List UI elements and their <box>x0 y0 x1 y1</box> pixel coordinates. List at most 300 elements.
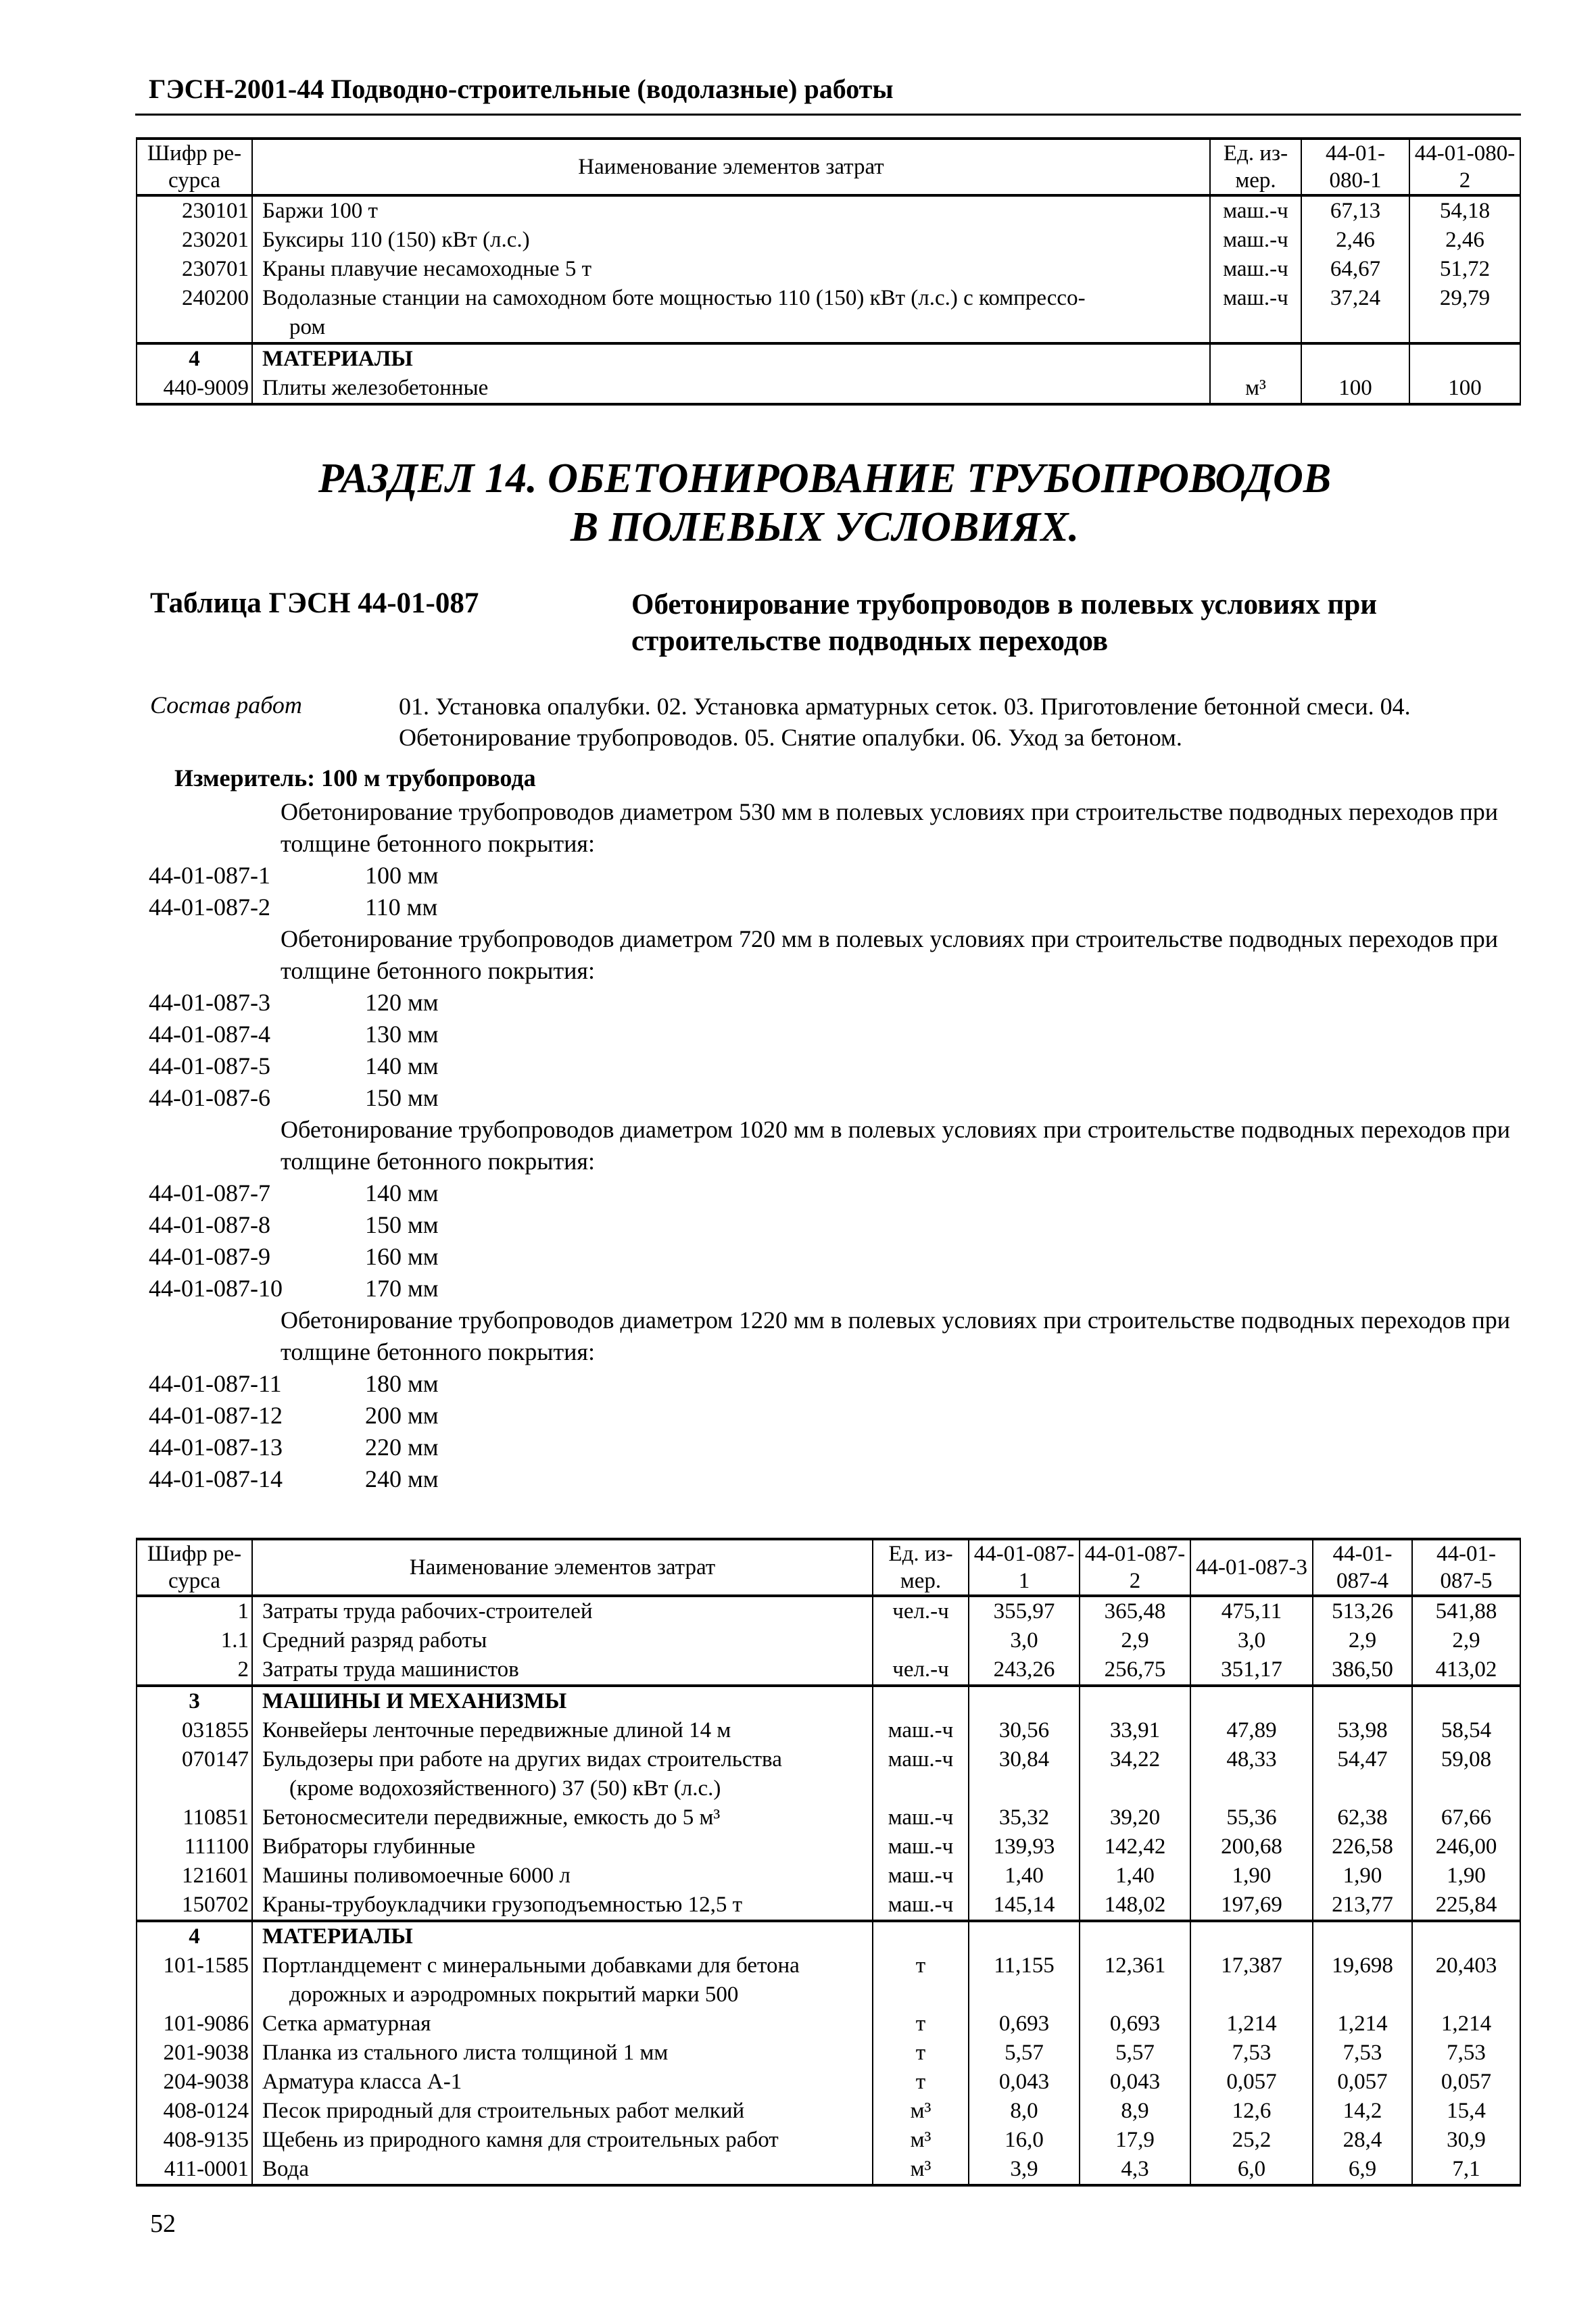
value: 7,53 <box>1412 2039 1520 2068</box>
unit: т <box>873 2009 969 2039</box>
norm-item <box>149 892 1514 923</box>
value: 148,02 <box>1080 1891 1190 1921</box>
value <box>1080 1921 1190 1951</box>
norm-item <box>149 1050 1514 1082</box>
norm-code: 44-01-087-12 <box>149 1402 283 1429</box>
table-row <box>137 1655 1520 1686</box>
resource-code: 1.1 <box>137 1626 252 1655</box>
norm-code: 44-01-087-8 <box>149 1211 270 1238</box>
value <box>1412 1921 1520 1951</box>
unit: чел.-ч <box>873 1655 969 1686</box>
norm-item <box>149 1019 1514 1050</box>
name-line: Бульдозеры при работе на других видах строительства <box>262 1747 782 1772</box>
value: 2,9 <box>1080 1626 1190 1655</box>
resource-code: 070147 <box>137 1745 252 1803</box>
unit: т <box>873 1951 969 2009</box>
value: 59,08 <box>1412 1745 1520 1803</box>
value: 53,98 <box>1313 1716 1412 1745</box>
norm-thickness: 150 мм <box>365 1084 439 1111</box>
resource-name <box>252 1803 873 1832</box>
value: 20,403 <box>1412 1951 1520 2009</box>
value: 17,9 <box>1080 2126 1190 2155</box>
name-line: Бетоносмесители передвижные, емкость до 5 м³ <box>262 1805 721 1830</box>
name-line: Краны плавучие несамоходные 5 т <box>262 257 591 281</box>
column-header: Наименование элементов затрат <box>252 139 1210 195</box>
norm-item <box>149 1177 1514 1209</box>
unit: м³ <box>873 2126 969 2155</box>
norm-code: 44-01-087-14 <box>149 1465 283 1492</box>
unit: маш.-ч <box>873 1716 969 1745</box>
meter: Измеритель: 100 м трубопровода <box>174 764 536 791</box>
norm-code: 44-01-087-1 <box>149 862 270 889</box>
norm-thickness: 150 мм <box>365 1211 439 1238</box>
table-label: Таблица ГЭСН 44-01-087 <box>150 587 479 619</box>
value: 200,68 <box>1190 1832 1313 1861</box>
value: 5,57 <box>969 2039 1080 2068</box>
value: 48,33 <box>1190 1745 1313 1803</box>
resource-name <box>252 2126 873 2155</box>
unit: маш.-ч <box>1210 284 1301 343</box>
name-line: Баржи 100 т <box>262 199 378 223</box>
table-row <box>137 1832 1520 1861</box>
value: 100 <box>1301 374 1409 404</box>
resource-name <box>252 2039 873 2068</box>
value: 11,155 <box>969 1951 1080 2009</box>
value <box>969 1686 1080 1716</box>
value: 365,48 <box>1080 1596 1190 1626</box>
value <box>1190 1686 1313 1716</box>
value <box>1313 1686 1412 1716</box>
value: 6,9 <box>1313 2155 1412 2185</box>
resource-code: 411-0001 <box>137 2155 252 2185</box>
table-header-row <box>137 1539 1520 1596</box>
resource-name <box>252 2155 873 2185</box>
value: 225,84 <box>1412 1891 1520 1921</box>
value: 541,88 <box>1412 1596 1520 1626</box>
name-line: Арматура класса А-1 <box>262 2070 462 2094</box>
value: 243,26 <box>969 1655 1080 1686</box>
norm-thickness: 200 мм <box>365 1402 439 1429</box>
unit: маш.-ч <box>873 1803 969 1832</box>
value <box>1313 1921 1412 1951</box>
norm-item <box>149 1082 1514 1114</box>
value: 351,17 <box>1190 1655 1313 1686</box>
table-row <box>137 195 1520 226</box>
norm-thickness: 180 мм <box>365 1370 439 1397</box>
resource-code: 150702 <box>137 1891 252 1921</box>
value: 47,89 <box>1190 1716 1313 1745</box>
value: 0,057 <box>1313 2068 1412 2097</box>
section-row <box>137 343 1520 374</box>
norm-thickness: 160 мм <box>365 1243 439 1270</box>
group-description: Обетонирование трубопроводов диаметром 720 мм в полевых условиях при строительстве подводных переходов при толщине бетонного покрытия: <box>281 925 1499 984</box>
works-label: Состав работ <box>150 691 302 718</box>
table-header-row <box>137 139 1520 195</box>
name-line: Вода <box>262 2157 309 2181</box>
resource-code: 121601 <box>137 1861 252 1891</box>
value: 30,56 <box>969 1716 1080 1745</box>
column-header: 44-01-087-1 <box>969 1539 1080 1596</box>
resource-code: 408-9135 <box>137 2126 252 2155</box>
value: 67,13 <box>1301 195 1409 226</box>
resource-table-087 <box>136 1538 1521 2187</box>
norm-code: 44-01-087-7 <box>149 1179 270 1207</box>
name-line: МАТЕРИАЛЫ <box>262 1924 413 1949</box>
value: 30,84 <box>969 1745 1080 1803</box>
unit: м³ <box>873 2097 969 2126</box>
table-row <box>137 2068 1520 2097</box>
resource-code: 111100 <box>137 1832 252 1861</box>
column-header: Ед. из-мер. <box>873 1539 969 1596</box>
value: 513,26 <box>1313 1596 1412 1626</box>
value: 8,0 <box>969 2097 1080 2126</box>
value: 1,214 <box>1190 2009 1313 2039</box>
norm-item <box>149 860 1514 892</box>
norm-thickness: 130 мм <box>365 1021 439 1048</box>
value: 8,9 <box>1080 2097 1190 2126</box>
resource-name <box>252 1832 873 1861</box>
resource-code: 3 <box>137 1686 252 1716</box>
value: 1,90 <box>1412 1861 1520 1891</box>
value: 7,53 <box>1190 2039 1313 2068</box>
name-continuation: (кроме водохозяйственного) 37 (50) кВт (л.с.) <box>289 1776 721 1801</box>
norm-thickness: 120 мм <box>365 989 439 1016</box>
name-line: Конвейеры ленточные передвижные длиной 14 м <box>262 1718 731 1743</box>
value: 25,2 <box>1190 2126 1313 2155</box>
name-continuation: ром <box>289 315 326 339</box>
norm-code: 44-01-087-3 <box>149 989 270 1016</box>
norm-code: 44-01-087-5 <box>149 1052 270 1079</box>
norm-item <box>149 987 1514 1019</box>
value: 139,93 <box>969 1832 1080 1861</box>
section-title <box>0 454 1596 552</box>
value: 17,387 <box>1190 1951 1313 2009</box>
value: 2,46 <box>1301 226 1409 255</box>
value: 2,9 <box>1412 1626 1520 1655</box>
value: 28,4 <box>1313 2126 1412 2155</box>
value: 0,693 <box>969 2009 1080 2039</box>
value: 1,214 <box>1313 2009 1412 2039</box>
value: 3,0 <box>969 1626 1080 1655</box>
norm-code: 44-01-087-9 <box>149 1243 270 1270</box>
name-line: Средний разряд работы <box>262 1628 487 1653</box>
norm-code: 44-01-087-6 <box>149 1084 270 1111</box>
value: 29,79 <box>1409 284 1520 343</box>
column-header: 44-01-080-1 <box>1301 139 1409 195</box>
resource-name <box>252 2009 873 2039</box>
unit: маш.-ч <box>1210 226 1301 255</box>
works-text: 01. Установка опалубки. 02. Установка арматурных сеток. 03. Приготовление бетонной смеси. 04. Обетонирование трубопроводов. 05. Снятие опалубки. 06. Уход за бетоном. <box>399 693 1411 751</box>
resource-code: 230201 <box>137 226 252 255</box>
norm-item <box>149 1241 1514 1273</box>
value: 142,42 <box>1080 1832 1190 1861</box>
norm-thickness: 140 мм <box>365 1052 439 1079</box>
norm-item <box>149 1463 1514 1495</box>
resource-name <box>252 255 1210 284</box>
norm-code: 44-01-087-11 <box>149 1370 282 1397</box>
resource-code: 4 <box>137 343 252 374</box>
resource-name <box>252 1891 873 1921</box>
value: 6,0 <box>1190 2155 1313 2185</box>
table-row <box>137 1596 1520 1626</box>
norm-thickness: 100 мм <box>365 862 439 889</box>
column-header: Шифр ре-сурса <box>137 139 252 195</box>
resource-code: 230701 <box>137 255 252 284</box>
header-rule <box>135 114 1521 116</box>
name-line: Плиты железобетонные <box>262 376 489 400</box>
value: 33,91 <box>1080 1716 1190 1745</box>
column-header: Шифр ре-сурса <box>137 1539 252 1596</box>
value: 256,75 <box>1080 1655 1190 1686</box>
resource-code: 440-9009 <box>137 374 252 404</box>
page-number: 52 <box>150 2210 176 2238</box>
norm-thickness: 140 мм <box>365 1179 439 1207</box>
value: 355,97 <box>969 1596 1080 1626</box>
unit: т <box>873 2068 969 2097</box>
value: 0,057 <box>1412 2068 1520 2097</box>
value: 7,1 <box>1412 2155 1520 2185</box>
value: 12,361 <box>1080 1951 1190 2009</box>
name-line: Щебень из природного камня для строительных работ <box>262 2128 779 2152</box>
resource-code: 110851 <box>137 1803 252 1832</box>
resource-code: 101-1585 <box>137 1951 252 2009</box>
table-row <box>137 226 1520 255</box>
name-line: Портландцемент с минеральными добавками для бетона <box>262 1953 800 1978</box>
value: 55,36 <box>1190 1803 1313 1832</box>
value: 7,53 <box>1313 2039 1412 2068</box>
value: 4,3 <box>1080 2155 1190 2185</box>
value: 1,40 <box>1080 1861 1190 1891</box>
resource-code: 2 <box>137 1655 252 1686</box>
resource-code: 031855 <box>137 1716 252 1745</box>
value: 14,2 <box>1313 2097 1412 2126</box>
value <box>1412 1686 1520 1716</box>
table-row <box>137 2155 1520 2185</box>
norm-item <box>149 1400 1514 1432</box>
value: 0,043 <box>1080 2068 1190 2097</box>
value: 3,9 <box>969 2155 1080 2185</box>
norm-thickness: 110 мм <box>365 894 438 921</box>
running-header: ГЭСН-2001-44 Подводно-строительные (водолазные) работы <box>149 74 894 104</box>
resource-code: 101-9086 <box>137 2009 252 2039</box>
value: 100 <box>1409 374 1520 404</box>
resource-name <box>252 1861 873 1891</box>
value: 35,32 <box>969 1803 1080 1832</box>
resource-name <box>252 1626 873 1655</box>
value: 475,11 <box>1190 1596 1313 1626</box>
norm-item <box>149 1273 1514 1305</box>
value: 2,9 <box>1313 1626 1412 1655</box>
value: 54,47 <box>1313 1745 1412 1803</box>
norm-code: 44-01-087-2 <box>149 894 270 921</box>
resource-code: 1 <box>137 1596 252 1626</box>
value <box>1409 343 1520 374</box>
norm-thickness: 220 мм <box>365 1434 439 1461</box>
table-row <box>137 1716 1520 1745</box>
table-row <box>137 2039 1520 2068</box>
name-line: Песок природный для строительных работ мелкий <box>262 2099 745 2123</box>
norm-list <box>149 796 1514 1495</box>
resource-table-080 <box>136 137 1521 406</box>
value: 67,66 <box>1412 1803 1520 1832</box>
column-header: 44-01-087-2 <box>1080 1539 1190 1596</box>
table-name: Обетонирование трубопроводов в полевых условиях при строительстве подводных переходов <box>631 589 1378 657</box>
group-description: Обетонирование трубопроводов диаметром 1220 мм в полевых условиях при строительстве подводных переходов при толщине бетонного покрытия: <box>281 1307 1511 1365</box>
value: 386,50 <box>1313 1655 1412 1686</box>
group-description: Обетонирование трубопроводов диаметром 1020 мм в полевых условиях при строительстве подводных переходов при толщине бетонного покрытия: <box>281 1116 1511 1175</box>
value: 1,40 <box>969 1861 1080 1891</box>
name-line: Буксиры 110 (150) кВт (л.с.) <box>262 228 530 252</box>
column-header: 44-01-080-2 <box>1409 139 1520 195</box>
resource-code: 408-0124 <box>137 2097 252 2126</box>
table-row <box>137 1745 1520 1803</box>
value: 197,69 <box>1190 1891 1313 1921</box>
unit: м³ <box>1210 374 1301 404</box>
unit: чел.-ч <box>873 1596 969 1626</box>
value: 51,72 <box>1409 255 1520 284</box>
value: 39,20 <box>1080 1803 1190 1832</box>
name-line: МАШИНЫ И МЕХАНИЗМЫ <box>262 1689 567 1713</box>
name-line: Вибраторы глубинные <box>262 1834 476 1859</box>
value: 15,4 <box>1412 2097 1520 2126</box>
value: 54,18 <box>1409 195 1520 226</box>
section-title-line1: РАЗДЕЛ 14. ОБЕТОНИРОВАНИЕ ТРУБОПРОВОДОВ <box>318 456 1332 502</box>
table-row <box>137 1861 1520 1891</box>
section-row <box>137 1686 1520 1716</box>
value: 64,67 <box>1301 255 1409 284</box>
value: 145,14 <box>969 1891 1080 1921</box>
table-row <box>137 284 1520 343</box>
resource-code: 240200 <box>137 284 252 343</box>
table-row <box>137 1891 1520 1921</box>
norm-item <box>149 1368 1514 1400</box>
resource-name <box>252 1655 873 1686</box>
value: 34,22 <box>1080 1745 1190 1803</box>
value <box>969 1921 1080 1951</box>
value: 0,693 <box>1080 2009 1190 2039</box>
unit: маш.-ч <box>1210 255 1301 284</box>
table-row <box>137 2009 1520 2039</box>
section-title-line2: В ПОЛЕВЫХ УСЛОВИЯХ. <box>570 504 1080 550</box>
column-header: 44-01-087-4 <box>1313 1539 1412 1596</box>
section-row <box>137 1921 1520 1951</box>
value: 213,77 <box>1313 1891 1412 1921</box>
unit <box>1210 343 1301 374</box>
resource-name <box>252 2097 873 2126</box>
value: 3,0 <box>1190 1626 1313 1655</box>
resource-name <box>252 195 1210 226</box>
value: 30,9 <box>1412 2126 1520 2155</box>
column-header: 44-01-087-5 <box>1412 1539 1520 1596</box>
name-line: Затраты труда рабочих-строителей <box>262 1599 593 1624</box>
value: 19,698 <box>1313 1951 1412 2009</box>
unit: м³ <box>873 2155 969 2185</box>
unit: маш.-ч <box>873 1891 969 1921</box>
unit: маш.-ч <box>1210 195 1301 226</box>
unit: маш.-ч <box>873 1745 969 1803</box>
resource-name <box>252 2068 873 2097</box>
norm-thickness: 240 мм <box>365 1465 439 1492</box>
value: 58,54 <box>1412 1716 1520 1745</box>
name-line: Машины поливомоечные 6000 л <box>262 1863 571 1888</box>
name-line: Водолазные станции на самоходном боте мощностью 110 (150) кВт (л.с.) с компрессо- <box>262 286 1086 310</box>
unit <box>873 1626 969 1655</box>
value: 0,057 <box>1190 2068 1313 2097</box>
column-header: Ед. из-мер. <box>1210 139 1301 195</box>
value <box>1190 1921 1313 1951</box>
unit: т <box>873 2039 969 2068</box>
value: 62,38 <box>1313 1803 1412 1832</box>
norm-code: 44-01-087-10 <box>149 1275 283 1302</box>
name-line: Сетка арматурная <box>262 2012 431 2036</box>
value: 12,6 <box>1190 2097 1313 2126</box>
resource-name <box>252 1951 873 2009</box>
resource-name <box>252 1686 873 1716</box>
table-row <box>137 2126 1520 2155</box>
table-row <box>137 374 1520 404</box>
norm-thickness: 170 мм <box>365 1275 439 1302</box>
value: 2,46 <box>1409 226 1520 255</box>
table-row <box>137 1803 1520 1832</box>
resource-name <box>252 284 1210 343</box>
value: 246,00 <box>1412 1832 1520 1861</box>
norm-item <box>149 1432 1514 1463</box>
value: 1,214 <box>1412 2009 1520 2039</box>
norm-code: 44-01-087-4 <box>149 1021 270 1048</box>
name-line: Планка из стального листа толщиной 1 мм <box>262 2041 669 2065</box>
group-description: Обетонирование трубопроводов диаметром 530 мм в полевых условиях при строительстве подводных переходов при толщине бетонного покрытия: <box>281 798 1499 857</box>
unit: маш.-ч <box>873 1832 969 1861</box>
value: 1,90 <box>1190 1861 1313 1891</box>
name-line: Затраты труда машинистов <box>262 1657 519 1682</box>
column-header: Наименование элементов затрат <box>252 1539 873 1596</box>
value <box>1301 343 1409 374</box>
name-line: Краны-трубоукладчики грузоподъемностью 12,5 т <box>262 1893 743 1917</box>
resource-name <box>252 374 1210 404</box>
resource-name <box>252 1921 873 1951</box>
table-row <box>137 255 1520 284</box>
resource-code: 230101 <box>137 195 252 226</box>
resource-code: 201-9038 <box>137 2039 252 2068</box>
resource-code: 204-9038 <box>137 2068 252 2097</box>
value: 0,043 <box>969 2068 1080 2097</box>
name-continuation: дорожных и аэродромных покрытий марки 500 <box>289 1982 739 2007</box>
value: 16,0 <box>969 2126 1080 2155</box>
value: 413,02 <box>1412 1655 1520 1686</box>
resource-name <box>252 1716 873 1745</box>
value <box>1080 1686 1190 1716</box>
value: 226,58 <box>1313 1832 1412 1861</box>
resource-name <box>252 1596 873 1626</box>
column-header: 44-01-087-3 <box>1190 1539 1313 1596</box>
norm-item <box>149 1209 1514 1241</box>
value: 1,90 <box>1313 1861 1412 1891</box>
table-row <box>137 2097 1520 2126</box>
resource-code: 4 <box>137 1921 252 1951</box>
unit: маш.-ч <box>873 1861 969 1891</box>
value: 37,24 <box>1301 284 1409 343</box>
resource-name <box>252 226 1210 255</box>
value: 5,57 <box>1080 2039 1190 2068</box>
norm-code: 44-01-087-13 <box>149 1434 283 1461</box>
table-row <box>137 1951 1520 2009</box>
resource-name <box>252 1745 873 1803</box>
table-row <box>137 1626 1520 1655</box>
unit <box>873 1686 969 1716</box>
resource-name <box>252 343 1210 374</box>
name-line: МАТЕРИАЛЫ <box>262 347 413 371</box>
unit <box>873 1921 969 1951</box>
